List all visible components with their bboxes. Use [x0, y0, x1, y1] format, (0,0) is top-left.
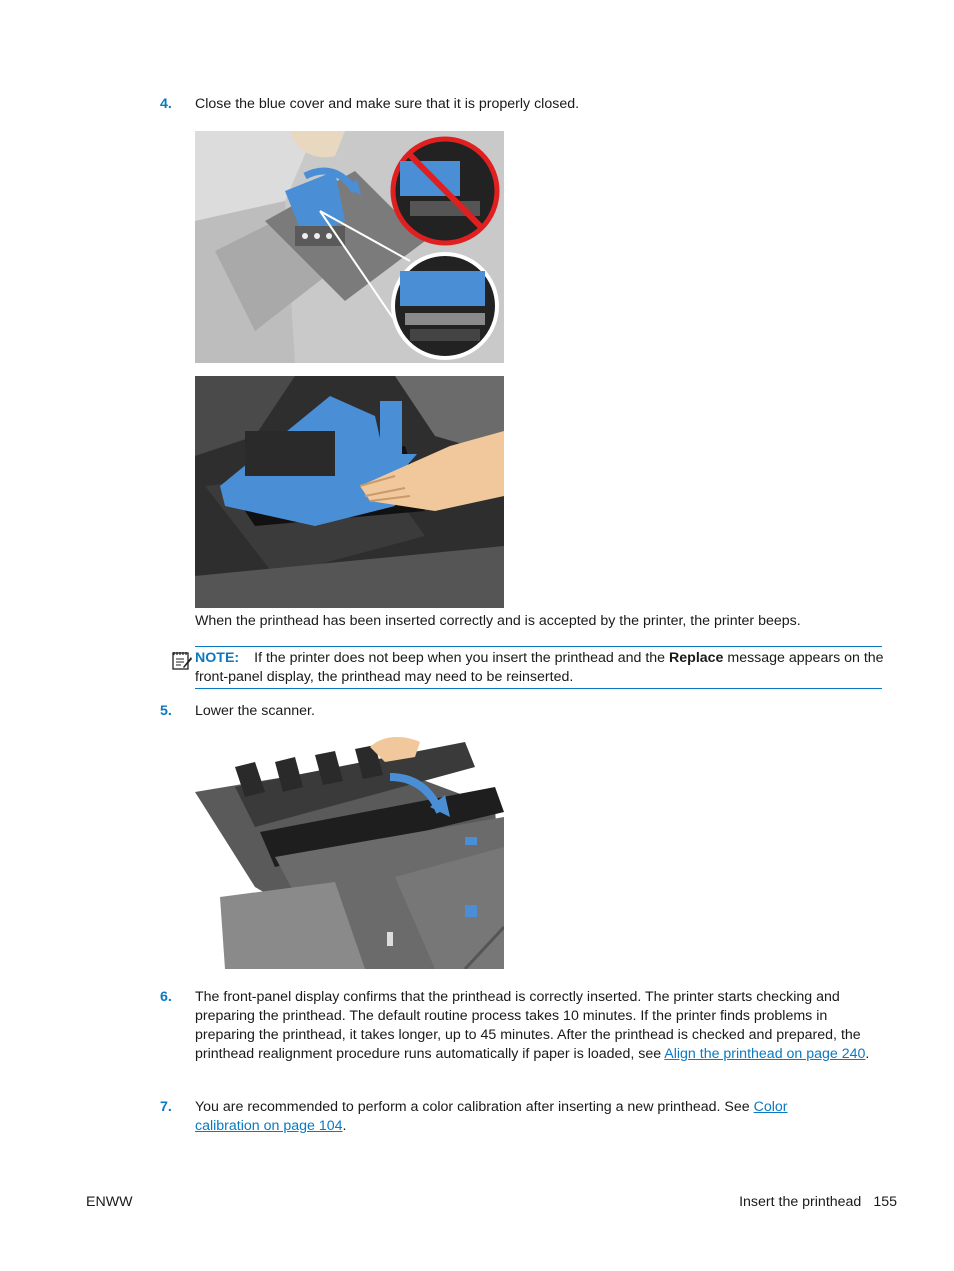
- footer-left: ENWW: [86, 1194, 133, 1210]
- press-cover-illustration: [195, 376, 504, 608]
- step-7-body: You are recommended to perform a color calibration after inserting a new printhead. See: [195, 1099, 754, 1115]
- step-7-text: [195, 1098, 825, 1136]
- color-calibration-link[interactable]: Color calibration on page 104: [195, 1099, 788, 1134]
- step-6-text: [195, 988, 885, 1064]
- step-4-text: Close the blue cover and make sure that it is properly closed.: [195, 96, 580, 112]
- align-printhead-link[interactable]: Align the printhead on page 240: [664, 1046, 866, 1062]
- page-number: 155: [873, 1194, 897, 1210]
- step-7-end: .: [342, 1118, 347, 1134]
- prohibited-sign-icon: [393, 139, 497, 243]
- close-cover-illustration: [195, 131, 504, 363]
- note-text: [195, 649, 885, 687]
- footer-right: [739, 1193, 897, 1212]
- step-4-number: 4.: [160, 96, 172, 112]
- beep-paragraph: When the printhead has been inserted correctly and is accepted by the printer, the printer beeps.: [195, 613, 801, 629]
- step-6-end: .: [865, 1046, 870, 1062]
- step-5-text: Lower the scanner.: [195, 703, 315, 719]
- step-5-number: 5.: [160, 703, 172, 719]
- step-6-number: 6.: [160, 989, 172, 1005]
- note-text-before: If the printer does not beep when you insert the printhead and the: [254, 650, 670, 666]
- step-6-body: The front-panel display confirms that the printhead is correctly inserted. The printer starts checking and preparing the printhead. The default routine process takes 10 minutes. If the printer finds problems in preparing the printhead, it takes longer, up to 45 minutes. After the printhead is checked and prepared, the printhead realignment procedure runs automatically if paper is loaded, see: [195, 989, 861, 1062]
- note-bold-word: Replace: [669, 650, 724, 666]
- note-bottom-rule: [195, 688, 882, 689]
- step-7-number: 7.: [160, 1099, 172, 1115]
- lower-scanner-illustration: [195, 737, 504, 969]
- footer-section-title: Insert the printhead: [739, 1194, 862, 1210]
- note-text-after: message appears on the front-panel display, the printhead may need to be reinserted.: [195, 650, 884, 685]
- note-label: NOTE:: [195, 650, 240, 666]
- note-pad-icon: [171, 649, 193, 671]
- note-top-rule: [195, 646, 882, 647]
